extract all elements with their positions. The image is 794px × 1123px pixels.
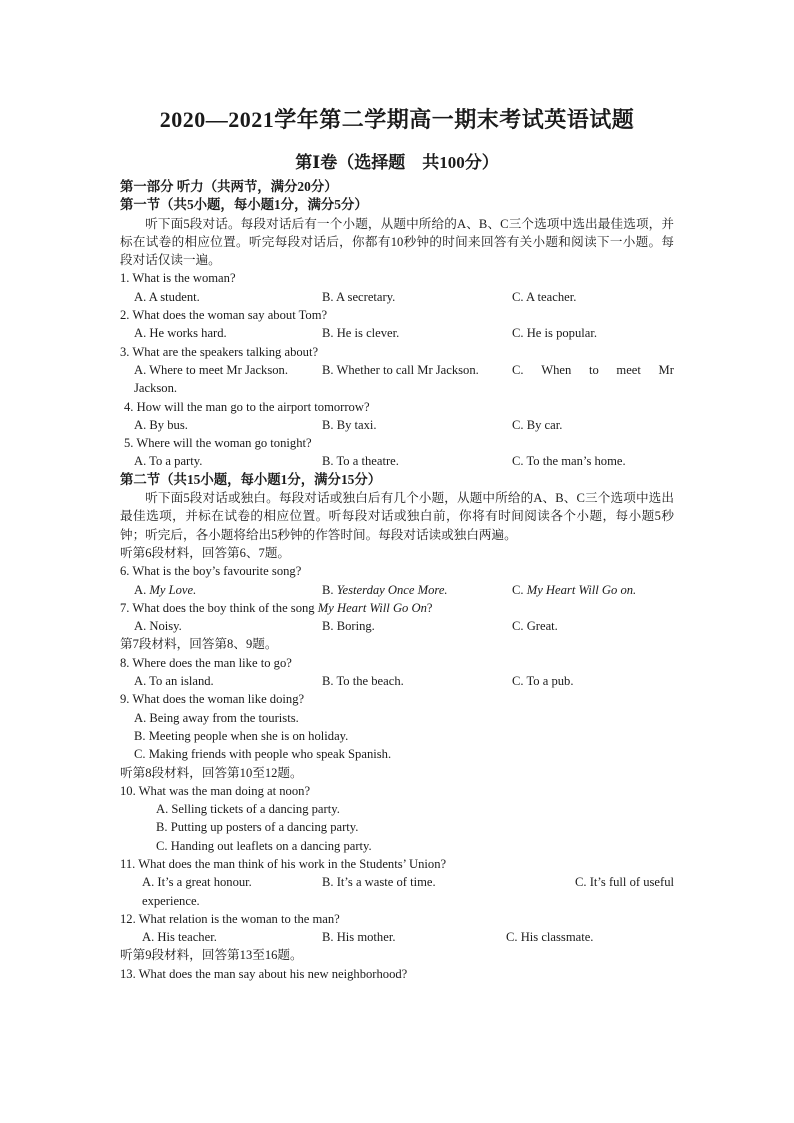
option-c: C. His classmate. [506,930,594,945]
question-stem: 7. What does the boy think of the song My Heart Will Go On? [120,600,433,615]
option-b: B. It’s a waste of time. [322,875,436,890]
option-b: B. Yesterday Once More. [322,582,448,597]
option-c: C. Handing out leaflets on a dancing party. [156,838,372,853]
material-note: 听第9段材料，回答第13至16题。 [120,948,303,963]
part-heading: 第一部分 听力（共两节，满分20分） [120,179,338,194]
option-c: C. It’s full of useful [575,875,674,890]
option-c: C. My Heart Will Go on. [512,582,637,597]
material-note: 第7段材料，回答第8、9题。 [120,637,278,652]
question-options [120,581,674,599]
question-stem: 5. Where will the woman go tonight? [124,436,312,451]
option-c: C. To a pub. [512,674,574,689]
option-a: A. Selling tickets of a dancing party. [156,802,340,817]
option-a: A. A student. [134,289,200,304]
material-note: 听第6段材料，回答第6、7题。 [120,545,291,560]
question-options [120,324,674,342]
option-a: A. He works hard. [134,326,227,341]
option-b: B. To a theatre. [322,454,399,469]
question-options [120,416,674,434]
option-b: B. Putting up posters of a dancing party. [156,820,359,835]
question-stem: 13. What does the man say about his new neighborhood? [120,966,408,981]
option-a: A. Noisy. [134,619,182,634]
question-stem: 12. What relation is the woman to the man? [120,911,340,926]
option-b: B. He is clever. [322,326,400,341]
question-options [120,873,674,891]
question-stem: 11. What does the man think of his work in the Students’ Union? [120,856,447,871]
option-c: C. When to meet Mr [512,362,674,377]
question-stem: 9. What does the woman like doing? [120,692,305,707]
question-stem: 3. What are the speakers talking about? [120,344,319,359]
option-c-continued: experience. [142,893,200,908]
exam-content [120,178,674,983]
option-c: C. Great. [512,619,558,634]
section-instructions: 听下面5段对话或独白。每段对话或独白后有几个小题，从题中所给的A、B、C三个选项中选出最佳选项，并标在试卷的相应位置。听每段对话或独白前，你将有时间阅读各个小题，每小题5秒钟；听完后，各小题将给出5秒钟的作答时间。每段对话读或独白两遍。 [120,491,674,542]
question-stem: 4. How will the man go to the airport tomorrow? [124,399,370,414]
option-a: A. To an island. [134,674,214,689]
option-b: B. To the beach. [322,674,404,689]
option-c: C. Making friends with people who speak Spanish. [134,747,392,762]
question-stem: 10. What was the man doing at noon? [120,783,311,798]
section-instructions: 听下面5段对话。每段对话后有一个小题，从题中所给的A、B、C三个选项中选出最佳选项，并标在试卷的相应位置。听完每段对话后，你都有10秒钟的时间来回答有关小题和阅读下一小题。每段对话仅读一遍。 [120,216,674,268]
option-b: B. Boring. [322,619,375,634]
question-options [120,617,674,635]
option-b: B. Meeting people when she is on holiday. [134,728,349,743]
option-c: C. To the man’s home. [512,454,626,469]
question-options [120,928,674,946]
option-a: A. To a party. [134,454,203,469]
exam-title: 2020—2021学年第二学期高一期末考试英语试题 [159,107,635,132]
option-b: B. By taxi. [322,417,377,432]
section-heading: 第二节（共15小题，每小题1分，满分15分） [120,471,382,487]
material-note: 听第8段材料，回答第10至12题。 [120,765,303,780]
question-options [120,288,674,306]
option-c: C. By car. [512,417,563,432]
question-options [120,361,674,379]
question-stem: 6. What is the boy’s favourite song? [120,564,302,579]
option-a: A. By bus. [134,417,188,432]
option-b: B. Whether to call Mr Jackson. [322,362,479,377]
question-stem: 1. What is the woman? [120,271,236,286]
section-heading: 第一节（共5小题，每小题1分，满分5分） [120,197,368,213]
option-c: C. A teacher. [512,289,577,304]
question-stem: 2. What does the woman say about Tom? [120,308,328,323]
volume-subtitle: 第Ⅰ卷（选择题 共100分） [295,153,499,172]
option-a: A. Being away from the tourists. [134,710,299,725]
question-options [120,672,674,690]
option-c-continued: Jackson. [134,381,178,396]
option-c: C. He is popular. [512,326,598,341]
question-options [120,452,674,470]
option-a: A. My Love. [134,582,197,597]
option-b: B. A secretary. [322,289,396,304]
option-b: B. His mother. [322,930,396,945]
question-stem: 8. Where does the man like to go? [120,655,292,670]
option-a: A. His teacher. [142,930,217,945]
option-a: A. It’s a great honour. [142,875,252,890]
option-a: A. Where to meet Mr Jackson. [134,362,288,377]
